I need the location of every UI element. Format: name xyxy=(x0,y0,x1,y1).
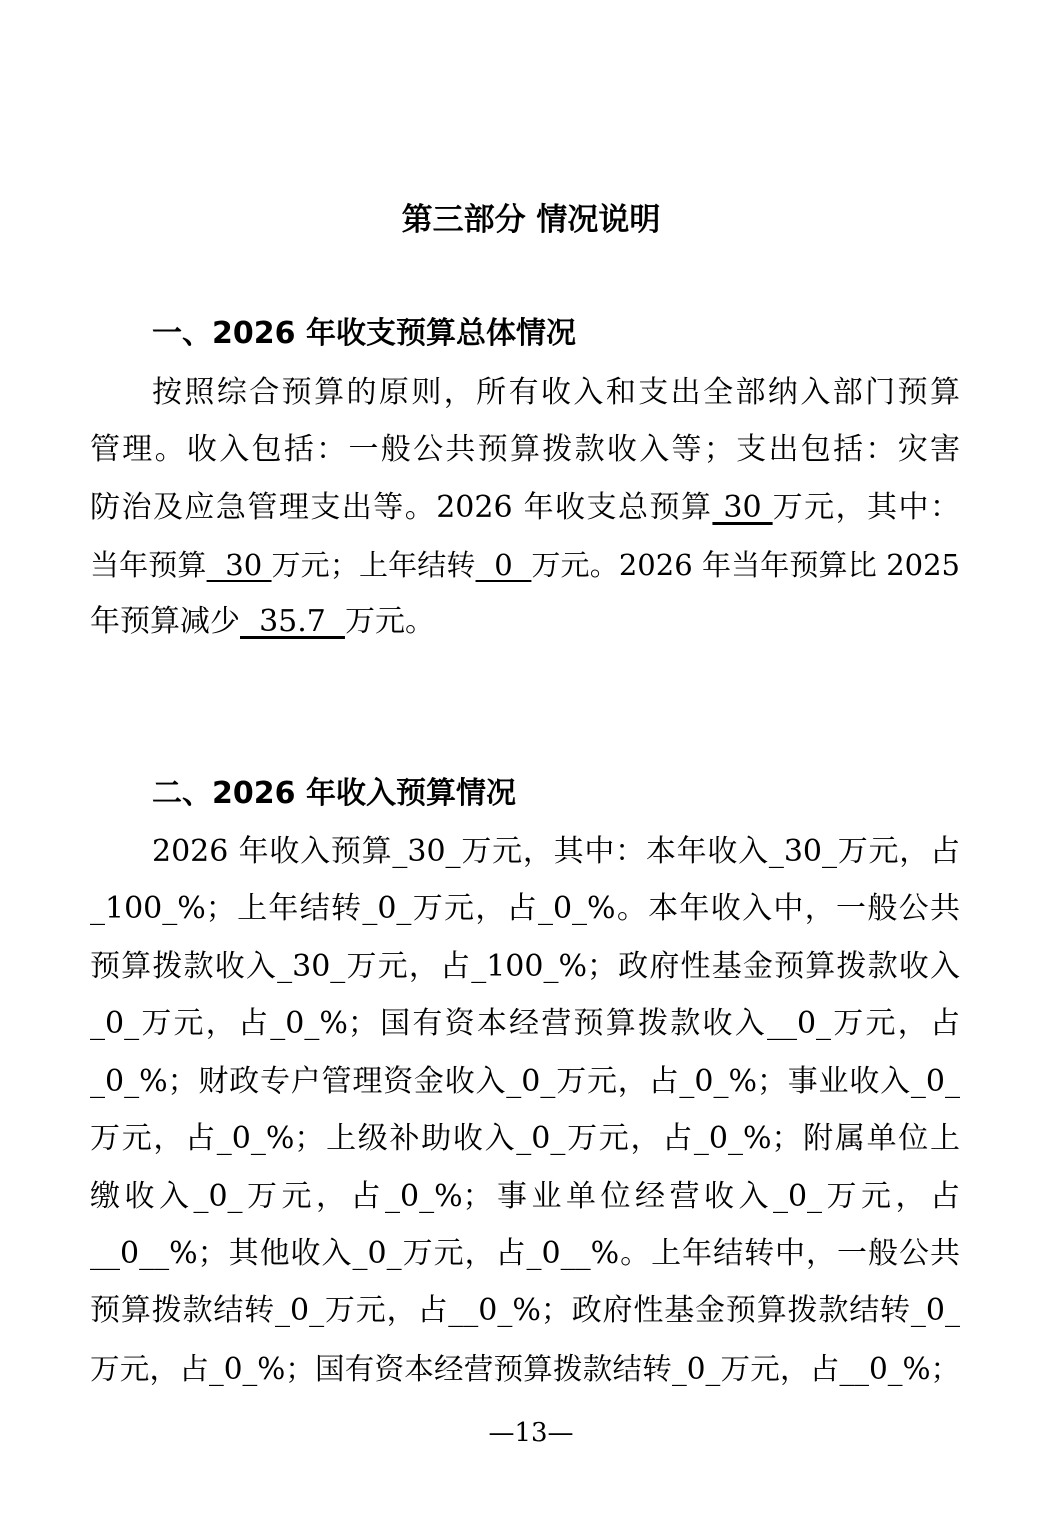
section1-paragraph-line xyxy=(90,541,960,589)
budget-decrease-value: 35.7 xyxy=(240,604,345,639)
section2-paragraph-line: _0_%；财政专户管理资金收入_0_万元，占_0_%；事业收入_0_ xyxy=(90,1064,960,1099)
section1-paragraph-line: 管理。收入包括：一般公共预算拨款收入等；支出包括：灾害 xyxy=(90,432,960,467)
section1-line5-text: 年预算减少 xyxy=(90,604,240,639)
section2-paragraph-line: 2026 年收入预算_30_万元，其中：本年收入_30_万元，占 xyxy=(152,834,960,869)
section2-paragraph-line: 缴收入_0_万元，占_0_%；事业单位经营收入_0_万元，占 xyxy=(90,1179,960,1214)
section-heading-income-budget: 二、2026 年收入预算情况 xyxy=(152,776,516,811)
section2-paragraph-line: 预算拨款收入_30_万元，占_100_%；政府性基金预算拨款收入 xyxy=(90,949,960,984)
section1-line5-tail: 万元。 xyxy=(344,604,435,639)
section1-paragraph-line xyxy=(90,484,960,532)
section-heading-overall-budget: 一、2026 年收支预算总体情况 xyxy=(152,316,576,351)
section1-paragraph-line: 按照综合预算的原则，所有收入和支出全部纳入部门预算 xyxy=(152,375,960,410)
section1-line3-text: 防治及应急管理支出等。2026 年收支总预算 xyxy=(90,490,713,525)
section1-line4-text: 当年预算 xyxy=(90,548,207,582)
section2-paragraph-line: _100_%；上年结转_0_万元，占_0_%。本年收入中，一般公共 xyxy=(90,891,960,926)
section1-line4-tail: 万元。2026 年当年预算比 2025 xyxy=(531,548,960,582)
section2-paragraph-line: 预算拨款结转_0_万元，占__0_%；政府性基金预算拨款结转_0_ xyxy=(90,1293,960,1328)
section1-line4-mid: 万元；上年结转 xyxy=(271,548,476,582)
section1-paragraph-line xyxy=(90,598,960,646)
current-budget-value: 30 xyxy=(206,548,272,582)
page-title: 第三部分 情况说明 xyxy=(401,202,661,238)
carryover-value: 0 xyxy=(475,548,532,582)
page-number: —13— xyxy=(488,1418,574,1448)
section2-paragraph-line: _0_万元，占_0_%；国有资本经营预算拨款收入__0_万元，占 xyxy=(90,1006,960,1041)
section1-line3-tail: 万元，其中： xyxy=(772,490,960,525)
section2-paragraph-line: __0__%；其他收入_0_万元，占_0__%。上年结转中，一般公共 xyxy=(90,1236,960,1271)
section2-paragraph-line: 万元，占_0_%；国有资本经营预算拨款结转_0_万元，占__0_%； xyxy=(90,1352,960,1386)
total-budget-value: 30 xyxy=(712,490,773,525)
section2-paragraph-line: 万元，占_0_%；上级补助收入_0_万元，占_0_%；附属单位上 xyxy=(90,1121,960,1156)
